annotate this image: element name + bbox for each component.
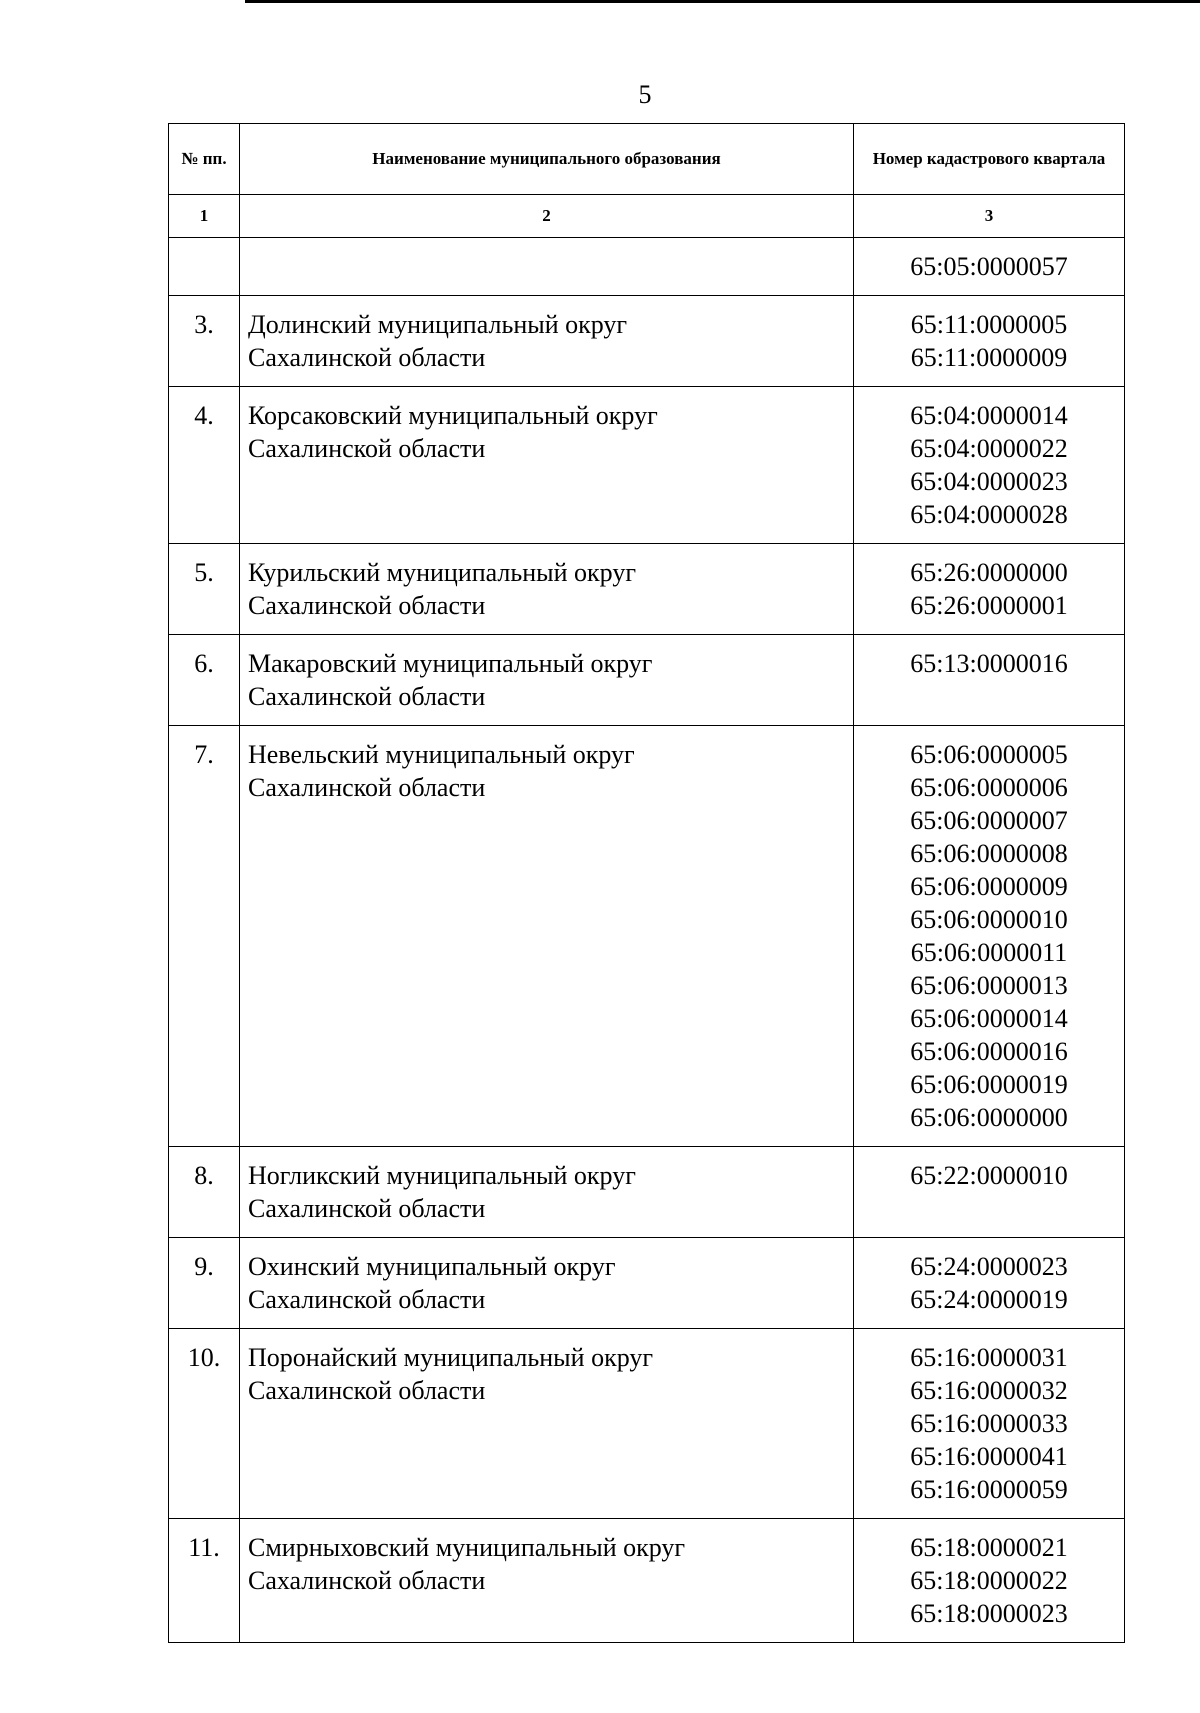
row-number: 5. (169, 544, 240, 635)
table-row (169, 1519, 1125, 1643)
cadastral-codes (854, 1519, 1125, 1643)
row-number: 8. (169, 1147, 240, 1238)
municipality-name-line1: Смирныховский муниципальный округ (248, 1533, 686, 1562)
cadastral-codes (854, 726, 1125, 1147)
column-number-1: 1 (169, 195, 240, 238)
cadastral-code: 65:16:0000032 (910, 1376, 1068, 1405)
municipality-name (240, 726, 854, 1147)
municipality-name (240, 1329, 854, 1519)
row-number: 11. (169, 1519, 240, 1643)
column-number-2: 2 (240, 195, 854, 238)
cadastral-code: 65:11:0000009 (910, 343, 1068, 372)
cadastral-code: 65:24:0000019 (910, 1285, 1068, 1314)
cadastral-table (168, 123, 1125, 1643)
municipality-name-line2: Сахалинской области (248, 1194, 486, 1223)
municipality-name-line2: Сахалинской области (248, 1285, 486, 1314)
cadastral-code: 65:26:0000001 (910, 591, 1068, 620)
cadastral-code: 65:06:0000009 (910, 872, 1068, 901)
cadastral-code: 65:06:0000000 (910, 1103, 1068, 1132)
municipality-name (240, 296, 854, 387)
cadastral-code: 65:06:0000011 (910, 938, 1068, 967)
cadastral-code: 65:06:0000019 (910, 1070, 1068, 1099)
header-number: № пп. (169, 124, 240, 195)
municipality-name (240, 544, 854, 635)
table-row (169, 1147, 1125, 1238)
cadastral-code: 65:06:0000014 (910, 1004, 1068, 1033)
cadastral-code: 65:04:0000014 (910, 401, 1068, 430)
header-row (169, 124, 1125, 195)
cadastral-code: 65:16:0000041 (910, 1442, 1068, 1471)
row-number (169, 238, 240, 296)
table-row (169, 1329, 1125, 1519)
cadastral-code: 65:04:0000022 (910, 434, 1068, 463)
municipality-name (240, 1519, 854, 1643)
cadastral-code: 65:06:0000013 (910, 971, 1068, 1000)
municipality-name-line1: Поронайский муниципальный округ (248, 1343, 654, 1372)
municipality-name (240, 1147, 854, 1238)
cadastral-code: 65:06:0000005 (910, 740, 1068, 769)
cadastral-code: 65:26:0000000 (910, 558, 1068, 587)
cadastral-code: 65:24:0000023 (910, 1252, 1068, 1281)
cadastral-codes (854, 387, 1125, 544)
municipality-name-line2: Сахалинской области (248, 434, 486, 463)
municipality-name (240, 1238, 854, 1329)
cadastral-code: 65:13:0000016 (910, 649, 1068, 678)
cadastral-codes (854, 1238, 1125, 1329)
municipality-name-line1: Ногликский муниципальный округ (248, 1161, 636, 1190)
cadastral-code: 65:11:0000005 (910, 310, 1068, 339)
cadastral-codes (854, 1329, 1125, 1519)
table-row (169, 726, 1125, 1147)
cadastral-code: 65:06:0000008 (910, 839, 1068, 868)
row-number: 3. (169, 296, 240, 387)
header-municipality: Наименование муниципального образования (240, 124, 854, 195)
municipality-name-line2: Сахалинской области (248, 1376, 486, 1405)
municipality-name-line1: Макаровский муниципальный округ (248, 649, 653, 678)
cadastral-code: 65:16:0000031 (910, 1343, 1068, 1372)
municipality-name-line1: Долинский муниципальный округ (248, 310, 628, 339)
cadastral-code: 65:16:0000033 (910, 1409, 1068, 1438)
cadastral-code: 65:18:0000022 (910, 1566, 1068, 1595)
municipality-name-line2: Сахалинской области (248, 773, 486, 802)
cadastral-code: 65:22:0000010 (910, 1161, 1068, 1190)
cadastral-code: 65:06:0000016 (910, 1037, 1068, 1066)
municipality-name-line1: Корсаковский муниципальный округ (248, 401, 658, 430)
header-cadastral-quarter: Номер кадастрового квартала (854, 124, 1125, 195)
table-row (169, 635, 1125, 726)
table-row (169, 387, 1125, 544)
municipality-name-line1: Курильский муниципальный округ (248, 558, 637, 587)
cadastral-code: 65:06:0000010 (910, 905, 1068, 934)
cadastral-code: 65:18:0000021 (910, 1533, 1068, 1562)
cadastral-code: 65:18:0000023 (910, 1599, 1068, 1628)
municipality-name-line2: Сахалинской области (248, 343, 486, 372)
cadastral-codes (854, 635, 1125, 726)
cadastral-code: 65:05:0000057 (910, 252, 1068, 281)
row-number: 10. (169, 1329, 240, 1519)
municipality-name-line1: Охинский муниципальный округ (248, 1252, 616, 1281)
table-row (169, 544, 1125, 635)
municipality-name (240, 387, 854, 544)
table-row (169, 238, 1125, 296)
row-number: 9. (169, 1238, 240, 1329)
municipality-name-line2: Сахалинской области (248, 1566, 486, 1595)
cadastral-code: 65:06:0000007 (910, 806, 1068, 835)
column-number-row (169, 195, 1125, 238)
table-row (169, 296, 1125, 387)
top-rule (245, 0, 1200, 3)
table-row (169, 1238, 1125, 1329)
page-number: 5 (638, 80, 652, 109)
cadastral-code: 65:06:0000006 (910, 773, 1068, 802)
cadastral-code: 65:04:0000028 (910, 500, 1068, 529)
cadastral-code: 65:16:0000059 (910, 1475, 1068, 1504)
municipality-name-line1: Невельский муниципальный округ (248, 740, 635, 769)
municipality-name-line2: Сахалинской области (248, 682, 486, 711)
cadastral-code: 65:04:0000023 (910, 467, 1068, 496)
municipality-name (240, 635, 854, 726)
column-number-3: 3 (854, 195, 1125, 238)
municipality-name (240, 238, 854, 296)
row-number: 6. (169, 635, 240, 726)
cadastral-codes (854, 238, 1125, 296)
municipality-name-line2: Сахалинской области (248, 591, 486, 620)
cadastral-codes (854, 1147, 1125, 1238)
row-number: 7. (169, 726, 240, 1147)
cadastral-codes (854, 296, 1125, 387)
cadastral-codes (854, 544, 1125, 635)
row-number: 4. (169, 387, 240, 544)
